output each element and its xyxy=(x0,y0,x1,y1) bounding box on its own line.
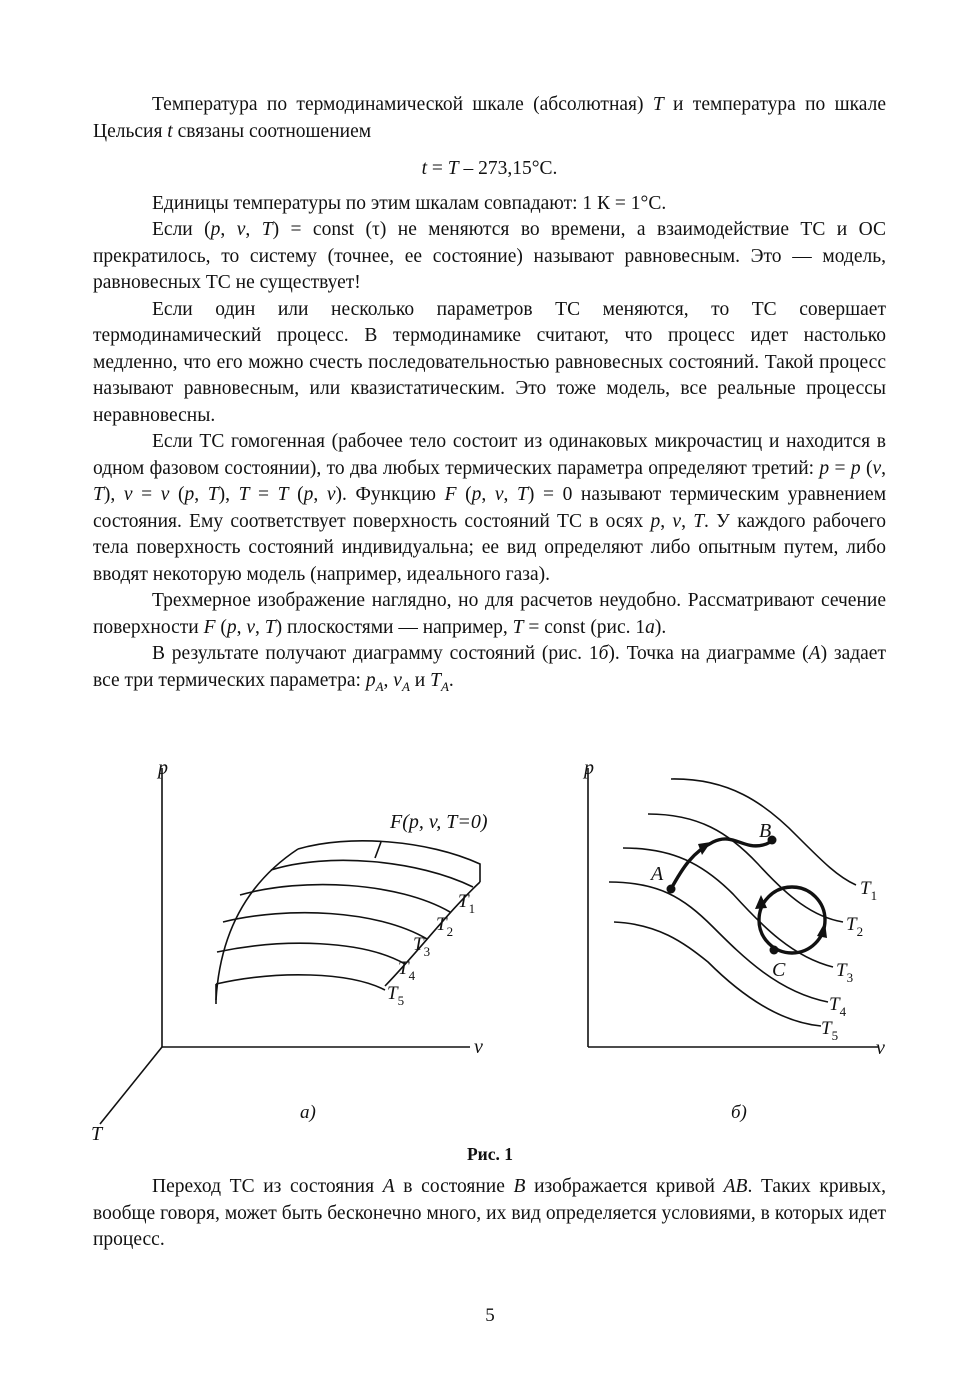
isotherm-label-t3-b: $T_3$ xyxy=(836,960,854,985)
process-curve-ab xyxy=(671,839,772,889)
isotherm-curve-t2 xyxy=(648,814,843,922)
point-a-label: A xyxy=(651,863,664,885)
isotherm-t2 xyxy=(240,885,450,912)
axis-v-label-b: v xyxy=(876,1037,885,1059)
isotherm-t3 xyxy=(223,913,427,939)
axis-t-label-a: T xyxy=(91,1123,103,1145)
page-number: 5 xyxy=(485,1305,495,1326)
isotherm-label-t3-a: $T_3$ xyxy=(413,934,431,959)
isotherm-t4 xyxy=(217,943,405,964)
point-a-marker xyxy=(667,885,676,894)
isotherm-label-t2-b: $T_2$ xyxy=(846,914,864,939)
isotherm-label-t1-b: $T_1$ xyxy=(860,878,878,903)
isotherm-label-t4-b: $T_4$ xyxy=(829,994,847,1019)
axis-v-label-a: v xyxy=(474,1036,483,1058)
closing-paragraph xyxy=(93,1174,886,1254)
isotherm-t1 xyxy=(271,860,473,887)
paragraph: Если (p, v, T) = const (τ) не меняются во времени, а взаимодействие ТС и ОС прекратилось, то систему (точнее, ее состояние) называют равновесным. Это — модель, равновесных ТС не существует! xyxy=(93,219,886,293)
isotherm-label-t2-a: $T_2$ xyxy=(436,914,454,939)
arrow-ab-icon xyxy=(698,842,711,855)
axis-p-label-a: p xyxy=(158,757,168,779)
point-b-label: B xyxy=(759,820,772,842)
panel-b-label: б) xyxy=(731,1102,747,1123)
panel-a-diagram xyxy=(88,752,508,1152)
point-c-marker xyxy=(770,946,779,955)
surface-label: F(p, v, T=0) xyxy=(390,811,488,833)
surface-label-leader xyxy=(375,842,381,858)
point-c-label: C xyxy=(772,959,786,981)
paragraph: Трехмерное изображение наглядно, но для расчетов неудобно. Рассматривают сечение поверхности F (p, v, T) плоскостями — например, T = const (рис. 1а). xyxy=(93,590,886,638)
paragraph: Если один или несколько параметров ТС меняются, то ТС совершает термодинамический процесс. В термодинамике считают, что процесс идет настолько медленно, что его можно счесть последовательностью равновесных состояний. Такой процесс называют равновесным, или квазистатическим. Это тоже модель, все реальные процессы неравновесны. xyxy=(93,298,886,426)
panel-b-diagram xyxy=(488,752,908,1152)
isotherm-t5 xyxy=(216,975,385,990)
isotherm-label-t5-a: $T_5$ xyxy=(387,983,405,1008)
paragraph: Единицы температуры по этим шкалам совпадают: 1 К = 1°С. xyxy=(152,192,667,214)
isotherm-label-t5-b: $T_5$ xyxy=(821,1018,839,1043)
formula: t = T – 273,15°С. xyxy=(421,158,558,179)
axis-p-label-b: p xyxy=(584,757,594,779)
paragraph: Переход ТС из состояния А в состояние В изображается кривой АВ. Таких кривых, вообще говоря, может быть бесконечно много, их вид определяется условиями, в которых идет процесс. xyxy=(93,1176,887,1250)
panel-a-label: а) xyxy=(300,1102,316,1123)
t-axis-line xyxy=(100,1047,162,1124)
paragraph: Если ТС гомогенная (рабочее тело состоит из одинаковых микрочастиц и находится в одном фазовом состоянии), то два любых термических параметра определяют третий: p = p (v, T), v = v (p, T), T = T (p, v). Функцию F (p, v, T) = 0 называют термическим уравнением состояния. Ему соответствует поверхность состояний ТС в осях p, v, T. У каждого рабочего тела поверхность состояний индивидуальна; ее вид определяют либо опытным путем, либо вводят некоторую модель (например, идеального газа). xyxy=(93,431,887,585)
paragraph: В результате получают диаграмму состояний (рис. 1б). Точка на диаграмме (А) задает все три термических параметра: $p_A$, $v_A$ и $T_A$. xyxy=(93,643,886,694)
body-text xyxy=(93,92,886,700)
isotherm-label-t4-a: $T_4$ xyxy=(398,958,416,983)
figure-1 xyxy=(88,752,898,1152)
isotherm-curve-t5 xyxy=(614,922,821,1026)
figure-caption: Рис. 1 xyxy=(466,1144,514,1164)
paragraph: Температура по термодинамической шкале (абсолютная) T и температура по шкале Цельсия t связаны соотношением xyxy=(93,94,886,142)
isotherm-label-t1-a: $T_1$ xyxy=(458,891,476,916)
